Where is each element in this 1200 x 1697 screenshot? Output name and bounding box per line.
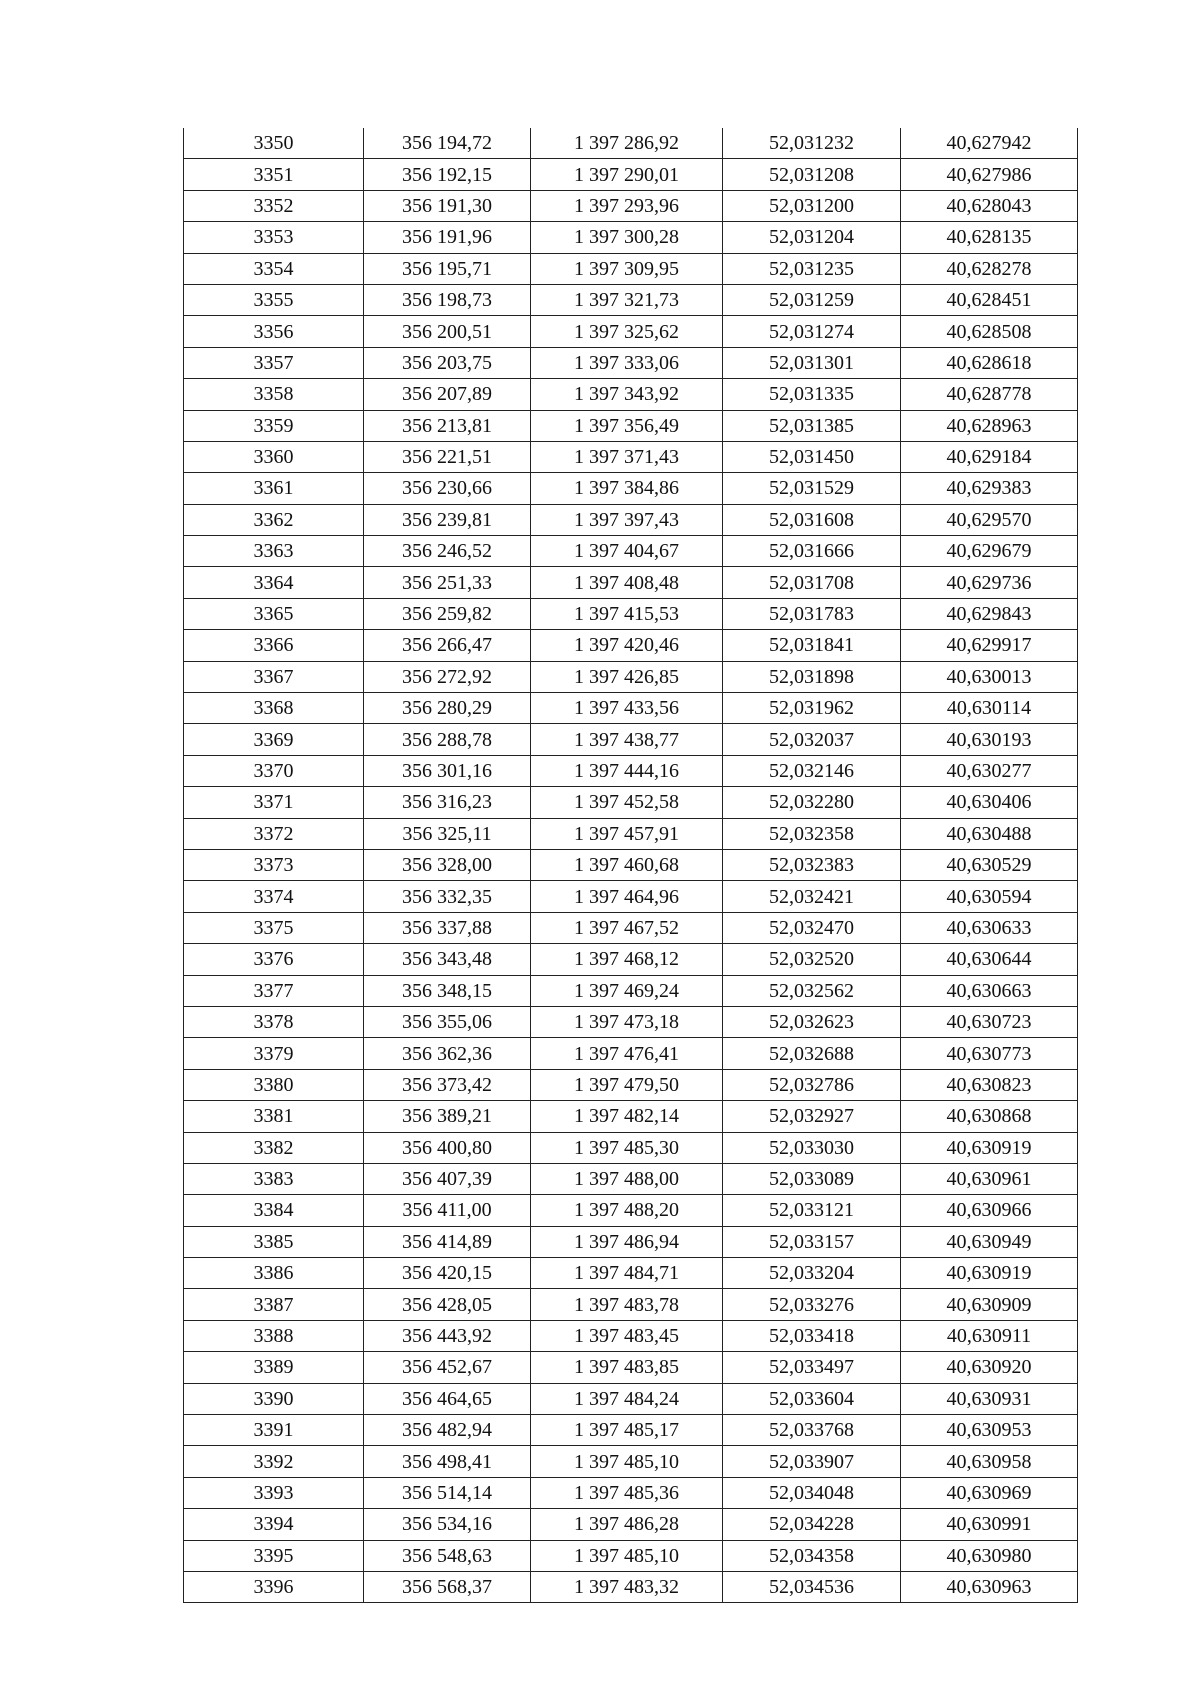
table-row <box>184 1320 1078 1351</box>
table-row <box>184 1415 1078 1446</box>
x-coordinate-cell: 356 246,52 <box>364 536 531 567</box>
longitude-cell: 40,630966 <box>901 1195 1078 1226</box>
y-coordinate-cell: 1 397 485,10 <box>531 1446 723 1477</box>
latitude-cell: 52,032421 <box>723 881 901 912</box>
x-coordinate-cell: 356 191,30 <box>364 190 531 221</box>
point-number-cell: 3380 <box>184 1069 364 1100</box>
x-coordinate-cell: 356 407,39 <box>364 1163 531 1194</box>
x-coordinate-cell: 356 443,92 <box>364 1320 531 1351</box>
x-coordinate-cell: 356 328,00 <box>364 849 531 880</box>
x-coordinate-cell: 356 428,05 <box>364 1289 531 1320</box>
y-coordinate-cell: 1 397 415,53 <box>531 598 723 629</box>
longitude-cell: 40,630991 <box>901 1509 1078 1540</box>
latitude-cell: 52,031259 <box>723 284 901 315</box>
x-coordinate-cell: 356 288,78 <box>364 724 531 755</box>
x-coordinate-cell: 356 373,42 <box>364 1069 531 1100</box>
y-coordinate-cell: 1 397 485,30 <box>531 1132 723 1163</box>
longitude-cell: 40,628618 <box>901 347 1078 378</box>
y-coordinate-cell: 1 397 467,52 <box>531 912 723 943</box>
longitude-cell: 40,630963 <box>901 1571 1078 1602</box>
point-number-cell: 3372 <box>184 818 364 849</box>
longitude-cell: 40,630663 <box>901 975 1078 1006</box>
x-coordinate-cell: 356 280,29 <box>364 693 531 724</box>
y-coordinate-cell: 1 397 485,10 <box>531 1540 723 1571</box>
table-row <box>184 1540 1078 1571</box>
y-coordinate-cell: 1 397 485,36 <box>531 1477 723 1508</box>
point-number-cell: 3354 <box>184 253 364 284</box>
point-number-cell: 3377 <box>184 975 364 1006</box>
table-row <box>184 1006 1078 1037</box>
point-number-cell: 3352 <box>184 190 364 221</box>
x-coordinate-cell: 356 198,73 <box>364 284 531 315</box>
point-number-cell: 3384 <box>184 1195 364 1226</box>
x-coordinate-cell: 356 362,36 <box>364 1038 531 1069</box>
longitude-cell: 40,629736 <box>901 567 1078 598</box>
point-number-cell: 3389 <box>184 1352 364 1383</box>
table-row <box>184 661 1078 692</box>
latitude-cell: 52,032280 <box>723 787 901 818</box>
point-number-cell: 3361 <box>184 473 364 504</box>
longitude-cell: 40,630961 <box>901 1163 1078 1194</box>
y-coordinate-cell: 1 397 473,18 <box>531 1006 723 1037</box>
latitude-cell: 52,033497 <box>723 1352 901 1383</box>
y-coordinate-cell: 1 397 469,24 <box>531 975 723 1006</box>
table-row <box>184 787 1078 818</box>
longitude-cell: 40,630193 <box>901 724 1078 755</box>
table-row <box>184 1226 1078 1257</box>
longitude-cell: 40,629383 <box>901 473 1078 504</box>
x-coordinate-cell: 356 221,51 <box>364 441 531 472</box>
point-number-cell: 3393 <box>184 1477 364 1508</box>
y-coordinate-cell: 1 397 300,28 <box>531 222 723 253</box>
longitude-cell: 40,630488 <box>901 818 1078 849</box>
point-number-cell: 3396 <box>184 1571 364 1602</box>
latitude-cell: 52,032146 <box>723 755 901 786</box>
point-number-cell: 3369 <box>184 724 364 755</box>
table-row <box>184 975 1078 1006</box>
x-coordinate-cell: 356 452,67 <box>364 1352 531 1383</box>
point-number-cell: 3381 <box>184 1101 364 1132</box>
latitude-cell: 52,031783 <box>723 598 901 629</box>
longitude-cell: 40,630594 <box>901 881 1078 912</box>
point-number-cell: 3387 <box>184 1289 364 1320</box>
table-row <box>184 849 1078 880</box>
y-coordinate-cell: 1 397 309,95 <box>531 253 723 284</box>
y-coordinate-cell: 1 397 397,43 <box>531 504 723 535</box>
point-number-cell: 3375 <box>184 912 364 943</box>
x-coordinate-cell: 356 498,41 <box>364 1446 531 1477</box>
table-row <box>184 410 1078 441</box>
y-coordinate-cell: 1 397 483,85 <box>531 1352 723 1383</box>
table-row <box>184 1195 1078 1226</box>
point-number-cell: 3391 <box>184 1415 364 1446</box>
latitude-cell: 52,033157 <box>723 1226 901 1257</box>
longitude-cell: 40,630013 <box>901 661 1078 692</box>
table-row <box>184 504 1078 535</box>
point-number-cell: 3383 <box>184 1163 364 1194</box>
y-coordinate-cell: 1 397 333,06 <box>531 347 723 378</box>
y-coordinate-cell: 1 397 286,92 <box>531 128 723 159</box>
x-coordinate-cell: 356 534,16 <box>364 1509 531 1540</box>
latitude-cell: 52,031335 <box>723 379 901 410</box>
latitude-cell: 52,031232 <box>723 128 901 159</box>
point-number-cell: 3359 <box>184 410 364 441</box>
y-coordinate-cell: 1 397 482,14 <box>531 1101 723 1132</box>
y-coordinate-cell: 1 397 433,56 <box>531 693 723 724</box>
latitude-cell: 52,033276 <box>723 1289 901 1320</box>
x-coordinate-cell: 356 464,65 <box>364 1383 531 1414</box>
table-row <box>184 912 1078 943</box>
longitude-cell: 40,630723 <box>901 1006 1078 1037</box>
point-number-cell: 3351 <box>184 159 364 190</box>
latitude-cell: 52,032927 <box>723 1101 901 1132</box>
table-row <box>184 818 1078 849</box>
latitude-cell: 52,031841 <box>723 630 901 661</box>
x-coordinate-cell: 356 194,72 <box>364 128 531 159</box>
x-coordinate-cell: 356 325,11 <box>364 818 531 849</box>
table-row <box>184 1163 1078 1194</box>
latitude-cell: 52,034048 <box>723 1477 901 1508</box>
y-coordinate-cell: 1 397 486,94 <box>531 1226 723 1257</box>
table-row <box>184 1446 1078 1477</box>
latitude-cell: 52,033030 <box>723 1132 901 1163</box>
y-coordinate-cell: 1 397 483,45 <box>531 1320 723 1351</box>
longitude-cell: 40,630931 <box>901 1383 1078 1414</box>
point-number-cell: 3368 <box>184 693 364 724</box>
longitude-cell: 40,630644 <box>901 944 1078 975</box>
table-row <box>184 379 1078 410</box>
longitude-cell: 40,630980 <box>901 1540 1078 1571</box>
y-coordinate-cell: 1 397 457,91 <box>531 818 723 849</box>
point-number-cell: 3364 <box>184 567 364 598</box>
x-coordinate-cell: 356 568,37 <box>364 1571 531 1602</box>
longitude-cell: 40,629184 <box>901 441 1078 472</box>
table-row <box>184 630 1078 661</box>
table-row <box>184 724 1078 755</box>
y-coordinate-cell: 1 397 484,71 <box>531 1258 723 1289</box>
y-coordinate-cell: 1 397 371,43 <box>531 441 723 472</box>
table-row <box>184 222 1078 253</box>
latitude-cell: 52,032562 <box>723 975 901 1006</box>
table-row <box>184 1509 1078 1540</box>
point-number-cell: 3386 <box>184 1258 364 1289</box>
point-number-cell: 3385 <box>184 1226 364 1257</box>
table-row <box>184 1352 1078 1383</box>
latitude-cell: 52,033604 <box>723 1383 901 1414</box>
latitude-cell: 52,031200 <box>723 190 901 221</box>
longitude-cell: 40,630909 <box>901 1289 1078 1320</box>
latitude-cell: 52,033418 <box>723 1320 901 1351</box>
point-number-cell: 3370 <box>184 755 364 786</box>
table-row <box>184 473 1078 504</box>
latitude-cell: 52,033907 <box>723 1446 901 1477</box>
longitude-cell: 40,629843 <box>901 598 1078 629</box>
latitude-cell: 52,031274 <box>723 316 901 347</box>
x-coordinate-cell: 356 207,89 <box>364 379 531 410</box>
latitude-cell: 52,032688 <box>723 1038 901 1069</box>
latitude-cell: 52,031385 <box>723 410 901 441</box>
table-row <box>184 1289 1078 1320</box>
table-row <box>184 1101 1078 1132</box>
longitude-cell: 40,630868 <box>901 1101 1078 1132</box>
y-coordinate-cell: 1 397 438,77 <box>531 724 723 755</box>
table-row <box>184 755 1078 786</box>
table-row <box>184 944 1078 975</box>
x-coordinate-cell: 356 337,88 <box>364 912 531 943</box>
y-coordinate-cell: 1 397 486,28 <box>531 1509 723 1540</box>
x-coordinate-cell: 356 259,82 <box>364 598 531 629</box>
point-number-cell: 3376 <box>184 944 364 975</box>
latitude-cell: 52,034536 <box>723 1571 901 1602</box>
longitude-cell: 40,628043 <box>901 190 1078 221</box>
y-coordinate-cell: 1 397 488,20 <box>531 1195 723 1226</box>
latitude-cell: 52,031301 <box>723 347 901 378</box>
x-coordinate-cell: 356 420,15 <box>364 1258 531 1289</box>
point-number-cell: 3353 <box>184 222 364 253</box>
longitude-cell: 40,629679 <box>901 536 1078 567</box>
x-coordinate-cell: 356 414,89 <box>364 1226 531 1257</box>
point-number-cell: 3365 <box>184 598 364 629</box>
latitude-cell: 52,031529 <box>723 473 901 504</box>
x-coordinate-cell: 356 266,47 <box>364 630 531 661</box>
x-coordinate-cell: 356 332,35 <box>364 881 531 912</box>
longitude-cell: 40,630911 <box>901 1320 1078 1351</box>
y-coordinate-cell: 1 397 485,17 <box>531 1415 723 1446</box>
latitude-cell: 52,032358 <box>723 818 901 849</box>
latitude-cell: 52,033121 <box>723 1195 901 1226</box>
x-coordinate-cell: 356 548,63 <box>364 1540 531 1571</box>
x-coordinate-cell: 356 348,15 <box>364 975 531 1006</box>
longitude-cell: 40,628278 <box>901 253 1078 284</box>
y-coordinate-cell: 1 397 464,96 <box>531 881 723 912</box>
table-row <box>184 598 1078 629</box>
table-row <box>184 1258 1078 1289</box>
y-coordinate-cell: 1 397 460,68 <box>531 849 723 880</box>
point-number-cell: 3390 <box>184 1383 364 1414</box>
latitude-cell: 52,032786 <box>723 1069 901 1100</box>
table-row <box>184 128 1078 159</box>
longitude-cell: 40,630920 <box>901 1352 1078 1383</box>
y-coordinate-cell: 1 397 325,62 <box>531 316 723 347</box>
longitude-cell: 40,628778 <box>901 379 1078 410</box>
longitude-cell: 40,630823 <box>901 1069 1078 1100</box>
latitude-cell: 52,031708 <box>723 567 901 598</box>
table-row <box>184 347 1078 378</box>
table-row <box>184 1069 1078 1100</box>
latitude-cell: 52,033089 <box>723 1163 901 1194</box>
x-coordinate-cell: 356 213,81 <box>364 410 531 441</box>
x-coordinate-cell: 356 195,71 <box>364 253 531 284</box>
table-row <box>184 159 1078 190</box>
longitude-cell: 40,628451 <box>901 284 1078 315</box>
point-number-cell: 3357 <box>184 347 364 378</box>
table-row <box>184 881 1078 912</box>
point-number-cell: 3366 <box>184 630 364 661</box>
y-coordinate-cell: 1 397 483,32 <box>531 1571 723 1602</box>
y-coordinate-cell: 1 397 404,67 <box>531 536 723 567</box>
y-coordinate-cell: 1 397 321,73 <box>531 284 723 315</box>
point-number-cell: 3394 <box>184 1509 364 1540</box>
point-number-cell: 3388 <box>184 1320 364 1351</box>
y-coordinate-cell: 1 397 468,12 <box>531 944 723 975</box>
latitude-cell: 52,031204 <box>723 222 901 253</box>
y-coordinate-cell: 1 397 408,48 <box>531 567 723 598</box>
y-coordinate-cell: 1 397 356,49 <box>531 410 723 441</box>
x-coordinate-cell: 356 191,96 <box>364 222 531 253</box>
x-coordinate-cell: 356 482,94 <box>364 1415 531 1446</box>
x-coordinate-cell: 356 239,81 <box>364 504 531 535</box>
latitude-cell: 52,033768 <box>723 1415 901 1446</box>
latitude-cell: 52,032520 <box>723 944 901 975</box>
coordinates-table <box>183 128 1078 1603</box>
latitude-cell: 52,033204 <box>723 1258 901 1289</box>
longitude-cell: 40,630919 <box>901 1258 1078 1289</box>
point-number-cell: 3358 <box>184 379 364 410</box>
table-row <box>184 190 1078 221</box>
latitude-cell: 52,031898 <box>723 661 901 692</box>
point-number-cell: 3379 <box>184 1038 364 1069</box>
table-row <box>184 1477 1078 1508</box>
table-row <box>184 284 1078 315</box>
y-coordinate-cell: 1 397 343,92 <box>531 379 723 410</box>
x-coordinate-cell: 356 272,92 <box>364 661 531 692</box>
point-number-cell: 3382 <box>184 1132 364 1163</box>
latitude-cell: 52,031962 <box>723 693 901 724</box>
x-coordinate-cell: 356 251,33 <box>364 567 531 598</box>
table-row <box>184 536 1078 567</box>
longitude-cell: 40,627942 <box>901 128 1078 159</box>
point-number-cell: 3355 <box>184 284 364 315</box>
latitude-cell: 52,032383 <box>723 849 901 880</box>
y-coordinate-cell: 1 397 476,41 <box>531 1038 723 1069</box>
latitude-cell: 52,031235 <box>723 253 901 284</box>
table-row <box>184 693 1078 724</box>
longitude-cell: 40,630969 <box>901 1477 1078 1508</box>
x-coordinate-cell: 356 301,16 <box>364 755 531 786</box>
table-row <box>184 567 1078 598</box>
point-number-cell: 3374 <box>184 881 364 912</box>
point-number-cell: 3373 <box>184 849 364 880</box>
latitude-cell: 52,034358 <box>723 1540 901 1571</box>
table-row <box>184 441 1078 472</box>
longitude-cell: 40,630919 <box>901 1132 1078 1163</box>
point-number-cell: 3371 <box>184 787 364 818</box>
x-coordinate-cell: 356 411,00 <box>364 1195 531 1226</box>
x-coordinate-cell: 356 400,80 <box>364 1132 531 1163</box>
point-number-cell: 3395 <box>184 1540 364 1571</box>
longitude-cell: 40,630406 <box>901 787 1078 818</box>
x-coordinate-cell: 356 355,06 <box>364 1006 531 1037</box>
y-coordinate-cell: 1 397 293,96 <box>531 190 723 221</box>
longitude-cell: 40,628963 <box>901 410 1078 441</box>
longitude-cell: 40,630773 <box>901 1038 1078 1069</box>
point-number-cell: 3367 <box>184 661 364 692</box>
longitude-cell: 40,630114 <box>901 693 1078 724</box>
longitude-cell: 40,630949 <box>901 1226 1078 1257</box>
point-number-cell: 3392 <box>184 1446 364 1477</box>
point-number-cell: 3363 <box>184 536 364 567</box>
longitude-cell: 40,628508 <box>901 316 1078 347</box>
latitude-cell: 52,031450 <box>723 441 901 472</box>
y-coordinate-cell: 1 397 420,46 <box>531 630 723 661</box>
point-number-cell: 3378 <box>184 1006 364 1037</box>
y-coordinate-cell: 1 397 452,58 <box>531 787 723 818</box>
longitude-cell: 40,630633 <box>901 912 1078 943</box>
y-coordinate-cell: 1 397 384,86 <box>531 473 723 504</box>
x-coordinate-cell: 356 514,14 <box>364 1477 531 1508</box>
table-row <box>184 1383 1078 1414</box>
x-coordinate-cell: 356 192,15 <box>364 159 531 190</box>
y-coordinate-cell: 1 397 444,16 <box>531 755 723 786</box>
coordinates-table-body <box>184 128 1078 1603</box>
point-number-cell: 3350 <box>184 128 364 159</box>
longitude-cell: 40,630958 <box>901 1446 1078 1477</box>
table-row <box>184 1038 1078 1069</box>
longitude-cell: 40,630953 <box>901 1415 1078 1446</box>
latitude-cell: 52,032623 <box>723 1006 901 1037</box>
y-coordinate-cell: 1 397 479,50 <box>531 1069 723 1100</box>
latitude-cell: 52,031608 <box>723 504 901 535</box>
table-row <box>184 253 1078 284</box>
latitude-cell: 52,031666 <box>723 536 901 567</box>
longitude-cell: 40,629570 <box>901 504 1078 535</box>
longitude-cell: 40,630277 <box>901 755 1078 786</box>
point-number-cell: 3356 <box>184 316 364 347</box>
x-coordinate-cell: 356 389,21 <box>364 1101 531 1132</box>
point-number-cell: 3360 <box>184 441 364 472</box>
latitude-cell: 52,032037 <box>723 724 901 755</box>
x-coordinate-cell: 356 203,75 <box>364 347 531 378</box>
table-row <box>184 1571 1078 1602</box>
y-coordinate-cell: 1 397 290,01 <box>531 159 723 190</box>
y-coordinate-cell: 1 397 426,85 <box>531 661 723 692</box>
y-coordinate-cell: 1 397 488,00 <box>531 1163 723 1194</box>
latitude-cell: 52,031208 <box>723 159 901 190</box>
x-coordinate-cell: 356 343,48 <box>364 944 531 975</box>
longitude-cell: 40,628135 <box>901 222 1078 253</box>
longitude-cell: 40,630529 <box>901 849 1078 880</box>
y-coordinate-cell: 1 397 484,24 <box>531 1383 723 1414</box>
x-coordinate-cell: 356 316,23 <box>364 787 531 818</box>
latitude-cell: 52,032470 <box>723 912 901 943</box>
x-coordinate-cell: 356 230,66 <box>364 473 531 504</box>
longitude-cell: 40,627986 <box>901 159 1078 190</box>
y-coordinate-cell: 1 397 483,78 <box>531 1289 723 1320</box>
table-row <box>184 1132 1078 1163</box>
table-row <box>184 316 1078 347</box>
x-coordinate-cell: 356 200,51 <box>364 316 531 347</box>
point-number-cell: 3362 <box>184 504 364 535</box>
longitude-cell: 40,629917 <box>901 630 1078 661</box>
latitude-cell: 52,034228 <box>723 1509 901 1540</box>
